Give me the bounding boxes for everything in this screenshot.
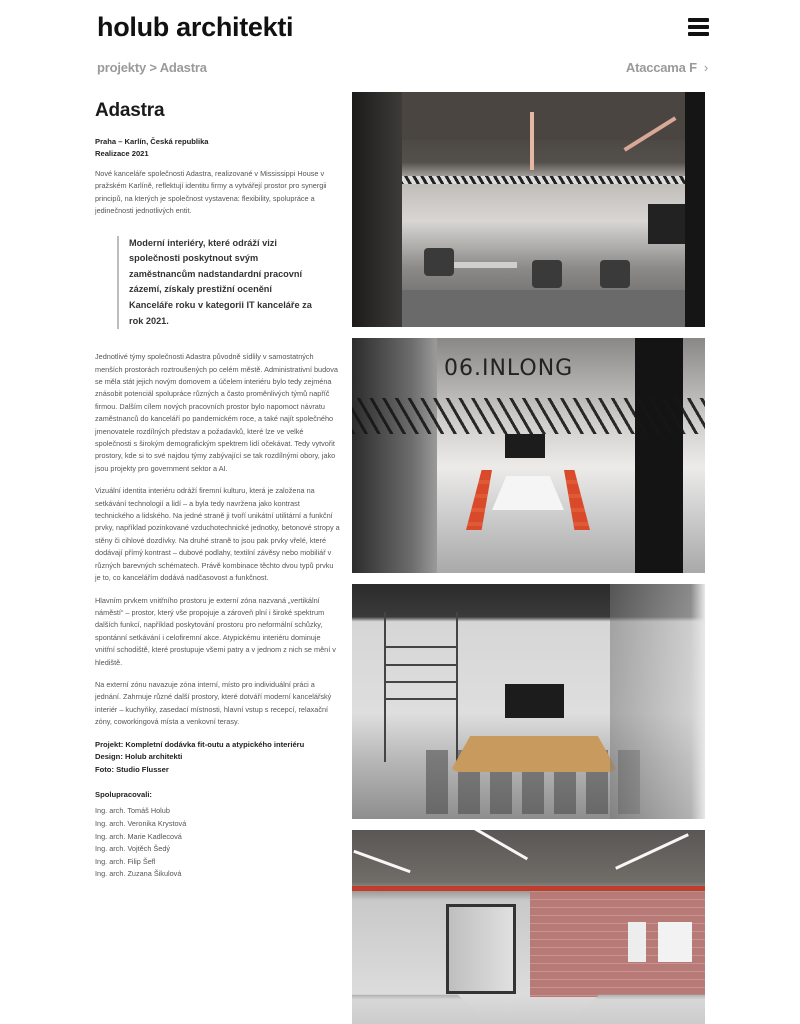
site-header bbox=[0, 0, 800, 55]
site-logo[interactable]: holub architekti bbox=[97, 12, 294, 42]
collaborator: Ing. arch. Tomáš Holub bbox=[95, 806, 170, 816]
wall-screen bbox=[505, 434, 545, 458]
wooden-table bbox=[450, 736, 618, 772]
project-description bbox=[95, 100, 340, 881]
room-sign: 06.INLONG bbox=[444, 356, 574, 381]
collaborator: Ing. arch. Marie Kadlecová bbox=[95, 831, 182, 841]
collaborators-title: Spolupracovali: bbox=[95, 790, 152, 800]
credit-project: Projekt: Kompletní dodávka fit-outu a atypického interiéru bbox=[95, 739, 305, 749]
breadcrumb-projekty-link[interactable]: projekty bbox=[97, 60, 146, 75]
door-frame bbox=[685, 92, 705, 327]
project-meta bbox=[95, 136, 340, 160]
black-column bbox=[635, 338, 683, 573]
ceiling-light bbox=[353, 850, 410, 873]
shelf bbox=[386, 698, 456, 700]
shelf-post bbox=[456, 612, 458, 762]
credit-photo: Foto: Studio Flusser bbox=[95, 764, 169, 774]
collaborator: Ing. arch. Zuzana Šikulová bbox=[95, 869, 182, 879]
red-pipe bbox=[352, 886, 705, 891]
window bbox=[628, 922, 646, 962]
red-chairs-right bbox=[564, 470, 590, 530]
chevron-right-icon: › bbox=[703, 60, 708, 75]
next-project-label: Ataccama F bbox=[625, 60, 697, 75]
office-chair bbox=[532, 260, 562, 288]
conference-table bbox=[492, 476, 564, 510]
highlight-quote: Moderní interiéry, které odráží vizi společnosti poskytnout svým zaměstnancům nadstandardní pracovní zázemí, získaly prestižní ocenění Kanceláře roku v kategorii IT kanceláře za rok 2021. bbox=[117, 236, 317, 330]
paragraph: Na externí zónu navazuje zóna interní, místo pro individuální práci a jednání. Zahrnuje různé další prostory, které dotváří moderní kancelářský interiér – kuchyňky, zasedací místnosti, hlavní vstup s recepcí, relaxační zóny, coworkingová místa a venkovní terasy. bbox=[95, 679, 332, 727]
collaborator: Ing. arch. Veronika Krystová bbox=[95, 818, 187, 828]
glass-wall bbox=[352, 338, 437, 573]
paragraph: Hlavním prvkem vnitřního prostoru je externí zóna nazvaná „vertikální náměstí“ – prostor, který vše propojuje a zároveň plní i široké spektrum dalších funkcí, například poskytování prostoru pro neformální schůzky, spontánní setkávání i celofiremní akce. Atypickému interiéru dominuje vnitřní schodiště, které prostupuje všemi patry a v jednom z nich se mění v hlediště. bbox=[95, 595, 336, 667]
menu-bar bbox=[688, 25, 709, 29]
office-chair bbox=[424, 248, 454, 276]
shelf bbox=[386, 646, 456, 648]
shelf bbox=[386, 664, 456, 666]
photo-gallery bbox=[352, 92, 705, 1024]
page-title: Adastra bbox=[95, 100, 165, 121]
window bbox=[658, 922, 692, 962]
glass-stripe-decal bbox=[352, 398, 705, 434]
paragraph: Jednotlivé týmy společnosti Adastra původně sídlily v samostatných menších prostorách roztroušených po celém městě. Administrativní budova se měla stát jejich novým domovem a účelem interiéru bylo tedy zejména znásobit potenciál spolupráce různých a často proměnlivých týmů napříč firmou. Dalším cílem nových pracovních prostor bylo napomoct návratu zaměstnanců do kanceláří po pandemickém roce, a také najít společného jmenovatele rozdílných představ a požadavků, které lze ve velké společnosti s širokým demografickým spektrem lidí očekávat. Tedy vytvořit prostory, kde si to své najdou týmy zabývající se tak rozdílnými obory, jako jsou projekty pro government sektor a AI. bbox=[95, 352, 338, 473]
wall-screen bbox=[505, 684, 564, 718]
project-location: Praha – Karlín, Česká republika bbox=[95, 137, 209, 146]
menu-bar bbox=[688, 32, 709, 36]
intro-paragraph: Nové kanceláře společnosti Adastra, realizované v Mississippi House v pražském Karlíně, reflektují identitu firmy a vytvářejí prostor pro synergii principů, na kterých je společnost vystavena: flexibility, spolupráce a jedinečnosti jednotlivých entit. bbox=[95, 169, 327, 216]
gallery-photo-open-office[interactable] bbox=[352, 830, 705, 1024]
carpet-floor bbox=[402, 290, 685, 327]
gallery-photo-meeting-room[interactable] bbox=[352, 92, 705, 327]
project-credits bbox=[95, 739, 340, 777]
menu-bar bbox=[688, 18, 709, 22]
collaborators-list bbox=[95, 805, 340, 881]
shelf-post bbox=[384, 612, 386, 762]
breadcrumb-current: Adastra bbox=[159, 60, 207, 75]
red-chairs-left bbox=[466, 470, 492, 530]
gallery-photo-red-chairs-room[interactable] bbox=[352, 338, 705, 573]
breadcrumb-separator: > bbox=[145, 60, 160, 75]
breadcrumb bbox=[97, 60, 207, 75]
pendant-light bbox=[530, 112, 534, 170]
ceiling bbox=[402, 92, 702, 140]
ceiling-light bbox=[466, 830, 528, 860]
glass-door bbox=[446, 904, 516, 994]
office-chair bbox=[600, 260, 630, 288]
glass-stripe-decal bbox=[352, 176, 705, 184]
ceiling-light bbox=[615, 833, 689, 870]
credit-design: Design: Holub architekti bbox=[95, 752, 183, 762]
paragraph: Vizuální identita interiéru odráží firemní kulturu, která je založena na setkávání technologií a lidí – a byla tedy navržena jako kontrast technického a lidského. Na jedné straně ji tvoří unikátní utilitární a funkční prvky, například pozinkované vzduchotechnické jednotky, betonové stropy a stěny či cihlové dozdívky. Na druhé straně to jsou pak prvky vřelé, které dodávají přímý kontrast – dubové podlahy, textilní závěsy nebo mobiliář v různých barevných schématech. Právě kombinace těchto dvou typů prvku je to, co kancelářím dodává nadčasovost a funkčnost. bbox=[95, 486, 340, 583]
glass-partition bbox=[610, 584, 705, 819]
project-realization: Realizace 2021 bbox=[95, 149, 149, 158]
curtain bbox=[352, 92, 402, 327]
shelf bbox=[386, 681, 456, 683]
collaborator: Ing. arch. Filip Šefl bbox=[95, 856, 156, 866]
gallery-photo-wooden-table-room[interactable] bbox=[352, 584, 705, 819]
wall-screen bbox=[648, 204, 690, 244]
next-project-link[interactable] bbox=[626, 60, 708, 75]
hamburger-menu-icon[interactable] bbox=[688, 18, 709, 36]
collaborator: Ing. arch. Vojtěch Šedý bbox=[95, 844, 171, 854]
